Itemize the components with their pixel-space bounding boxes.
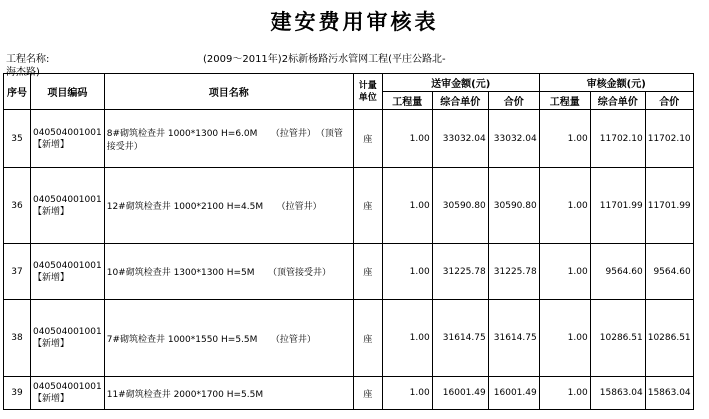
header-audited-total: 合价 [645, 92, 693, 110]
audited-qty-cell: 1.00 [539, 377, 590, 410]
table-body [4, 110, 694, 410]
submitted-total-cell: 31225.78 [488, 244, 539, 300]
unit-cell: 座 [353, 168, 382, 244]
seq-cell: 39 [4, 377, 31, 410]
project-name-label: 工程名称: [6, 54, 50, 65]
audited-unit-price-cell: 11701.99 [590, 168, 645, 244]
item-name-cell: 11#砌筑检查井 2000*1700 H=5.5M [104, 377, 353, 410]
item-name-cell: 10#砌筑检查井 1300*1300 H=5M （顶管接受井） [104, 244, 353, 300]
code-cell [31, 300, 105, 377]
audited-total-cell: 11702.10 [645, 110, 693, 168]
submitted-unit-price-cell: 16001.49 [432, 377, 488, 410]
item-tag: 【新增】 [33, 272, 70, 283]
table-row [4, 168, 694, 244]
audit-table [3, 73, 694, 410]
item-name-cell: 7#砌筑检查井 1000*1550 H=5.5M （拉管井） [104, 300, 353, 377]
code-cell [31, 244, 105, 300]
header-audited: 审核金额(元) [539, 74, 693, 92]
submitted-unit-price-cell: 31614.75 [432, 300, 488, 377]
unit-cell: 座 [353, 244, 382, 300]
page-title: 建安费用审核表 [270, 10, 439, 34]
submitted-total-cell: 33032.04 [488, 110, 539, 168]
audited-qty-cell: 1.00 [539, 244, 590, 300]
item-code: 040504001001 [33, 194, 102, 205]
submitted-qty-cell: 1.00 [382, 377, 432, 410]
project-name-value-continued: 海杰路) [6, 67, 40, 78]
unit-cell: 座 [353, 377, 382, 410]
submitted-qty-cell: 1.00 [382, 244, 432, 300]
submitted-unit-price-cell: 31225.78 [432, 244, 488, 300]
code-cell [31, 110, 105, 168]
item-tag: 【新增】 [33, 139, 70, 150]
audited-total-cell: 11701.99 [645, 168, 693, 244]
table-row [4, 377, 694, 410]
item-name-cell: 8#砌筑检查井 1000*1300 H=6.0M （拉管井） （顶管接受井） [104, 110, 353, 168]
submitted-qty-cell: 1.00 [382, 168, 432, 244]
submitted-qty-cell: 1.00 [382, 110, 432, 168]
header-audited-unit-price: 综合单价 [590, 92, 645, 110]
audited-qty-cell: 1.00 [539, 110, 590, 168]
project-name-value: (2009～2011年)2标新杨路污水管网工程(平庄公路北- [203, 54, 446, 65]
seq-cell: 37 [4, 244, 31, 300]
submitted-unit-price-cell: 30590.80 [432, 168, 488, 244]
audited-total-cell: 10286.51 [645, 300, 693, 377]
audited-qty-cell: 1.00 [539, 300, 590, 377]
header-audited-qty: 工程量 [539, 92, 590, 110]
code-cell [31, 377, 105, 410]
audited-unit-price-cell: 15863.04 [590, 377, 645, 410]
item-code: 040504001001 [33, 260, 102, 271]
seq-cell: 38 [4, 300, 31, 377]
header-code: 项目编码 [31, 74, 105, 110]
item-code: 040504001001 [33, 382, 102, 392]
table-row [4, 300, 694, 377]
submitted-qty-cell: 1.00 [382, 300, 432, 377]
unit-cell: 座 [353, 110, 382, 168]
audited-total-cell: 15863.04 [645, 377, 693, 410]
audited-unit-price-cell: 11702.10 [590, 110, 645, 168]
submitted-total-cell: 30590.80 [488, 168, 539, 244]
submitted-total-cell: 16001.49 [488, 377, 539, 410]
seq-cell: 36 [4, 168, 31, 244]
audited-total-cell: 9564.60 [645, 244, 693, 300]
table-row [4, 244, 694, 300]
item-tag: 【新增】 [33, 206, 70, 217]
item-name-cell: 12#砌筑检查井 1000*2100 H=4.5M （拉管井） [104, 168, 353, 244]
audited-qty-cell: 1.00 [539, 168, 590, 244]
header-submitted-qty: 工程量 [382, 92, 432, 110]
submitted-total-cell: 31614.75 [488, 300, 539, 377]
seq-cell: 35 [4, 110, 31, 168]
header-seq: 序号 [4, 74, 31, 110]
header-submitted: 送审金额(元) [382, 74, 539, 92]
header-submitted-unit-price: 综合单价 [432, 92, 488, 110]
header-submitted-total: 合价 [488, 92, 539, 110]
submitted-unit-price-cell: 33032.04 [432, 110, 488, 168]
item-tag: 【新增】 [33, 339, 70, 349]
table-row [4, 110, 694, 168]
unit-cell: 座 [353, 300, 382, 377]
audited-unit-price-cell: 10286.51 [590, 300, 645, 377]
item-tag: 【新增】 [33, 394, 70, 404]
audited-unit-price-cell: 9564.60 [590, 244, 645, 300]
header-unit: 计量单位 [353, 74, 382, 110]
item-code: 040504001001 [33, 327, 102, 337]
code-cell [31, 168, 105, 244]
header-name: 项目名称 [104, 74, 353, 110]
item-code: 040504001001 [33, 127, 102, 138]
